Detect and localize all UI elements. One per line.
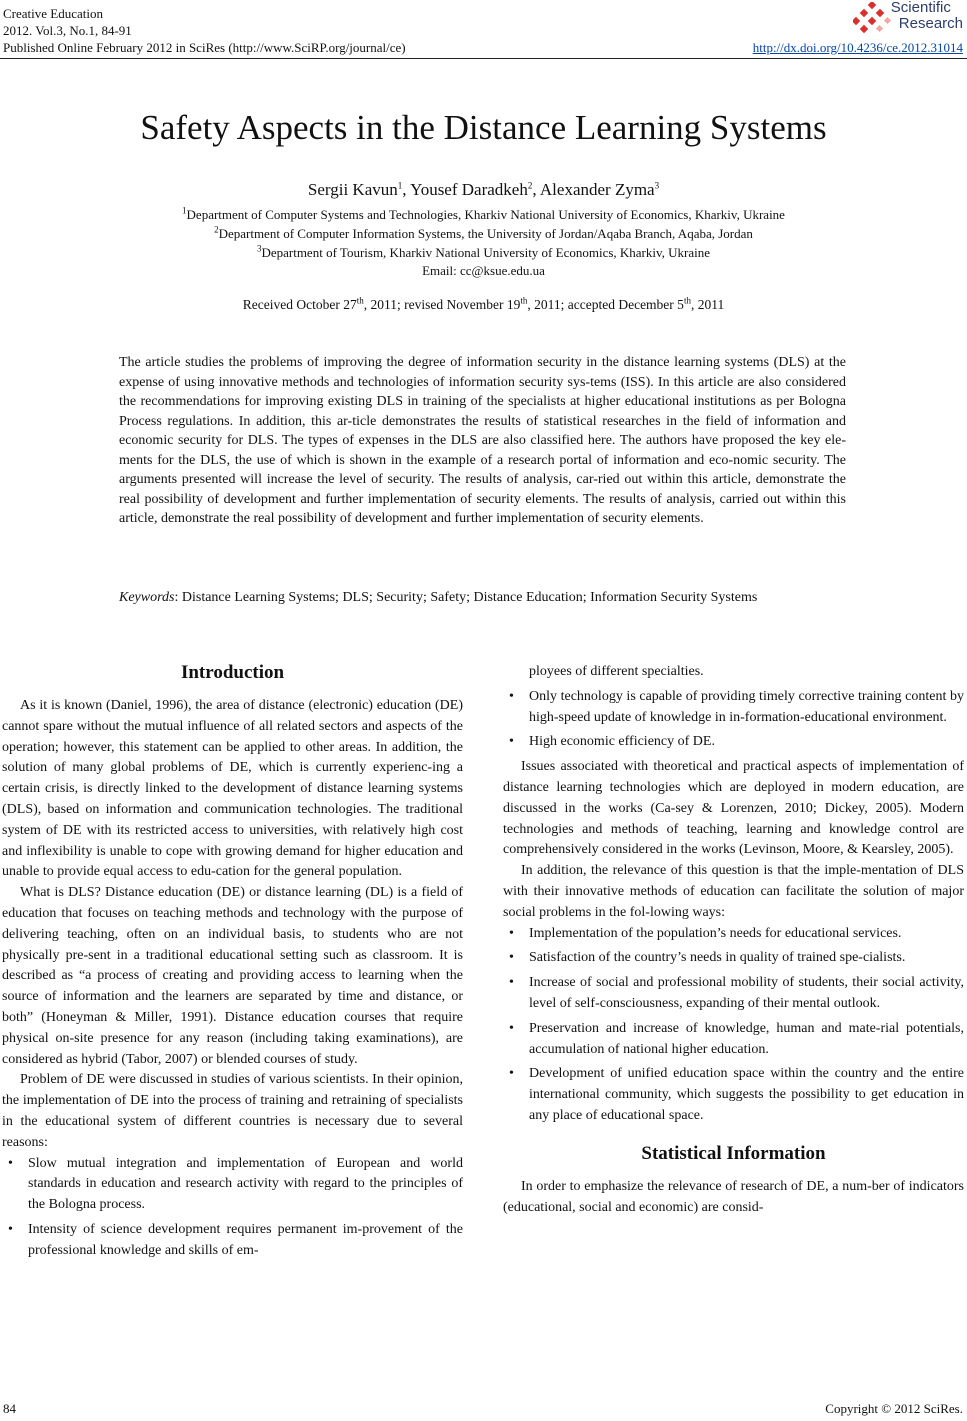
list-item: • Slow mutual integration and implementation of European and world standards in education and research activity with regard to the principles of the Bologna process.: [2, 1154, 463, 1216]
paper-title: Safety Aspects in the Distance Learning Systems: [140, 108, 827, 147]
scientific-research-logo: [853, 0, 963, 38]
list-item-continuation: ployees of different specialties.: [529, 664, 704, 679]
list-item: • Intensity of science development requires permanent im-provement of the professional knowledge and skills of em-: [2, 1220, 463, 1262]
author-name: , Alexander Zyma: [532, 180, 655, 199]
journal-volume: 2012. Vol.3, No.1, 84-91: [3, 23, 132, 38]
author-name: , Yousef Daradkeh: [402, 180, 528, 199]
paragraph: In addition, the relevance of this question is that the imple-mentation of DLS with their innovative methods of education can facilitate the solution of major social problems in the fol-lowing ways:: [503, 863, 964, 920]
header-rule: [0, 58, 967, 59]
author-email: Email: cc@ksue.edu.ua: [422, 263, 545, 278]
journal-name: Creative Education: [3, 6, 103, 21]
section-heading-statistical-information: Statistical Information: [641, 1142, 826, 1164]
logo-line-2: Research: [898, 15, 963, 32]
copyright-notice: Copyright © 2012 SciRes.: [825, 1401, 963, 1416]
affiliation: $^3$Department of Tourism, Kharkiv National University of Economics, Kharkiv, Ukraine: [256, 243, 711, 260]
bullet-list: [503, 687, 964, 753]
list-item: • Implementation of the population’s needs for educational services.: [503, 924, 964, 945]
author-affiliation-mark: 2: [527, 180, 533, 191]
logo-line-1: Scientific: [890, 0, 951, 16]
paragraph: Problem of DE were discussed in studies of various scientists. In their opinion, the implementation of DE into the process of training and retraining of specialists in the educational system of different countries is necessary due to several reasons:: [2, 1072, 463, 1150]
paragraph: What is DLS? Distance education (DE) or distance learning (DL) is a field of education that focuses on teaching methods and technology with the purpose of delivering teaching, often on an individual basis, to students who are not physically pre-sent in a traditional educational setting such as classroom. It is described as “a process of creating and providing access to learning when the source of information and the learners are separated by time and distance, or both” (Honeyman & Miller, 1991). Distance education courses that require physical on-site presence for any reason (including taking examinations), are considered as hybrid (Tabor, 2007) or blended courses of study.: [2, 885, 463, 1067]
keywords-label: Keywords: [119, 590, 175, 605]
keywords: [119, 588, 846, 608]
bullet-list: [503, 924, 964, 1127]
paragraph: Issues associated with theoretical and practical aspects of implementation of distance learning technologies which are deployed in modern education, are discussed in the works (Ca-sey & Lorenzen, 2010; Dickey, 2005). Modern technologies and methods of teaching, learning and knowledge control are comprehensively considered in the works (Levinson, Moore, & Kearsley, 2005).: [503, 759, 964, 858]
left-column: [2, 660, 463, 1266]
keywords-text: : Distance Learning Systems; DLS; Security; Safety; Distance Education; Information Security Systems: [174, 590, 758, 605]
publication-info: Published Online February 2012 in SciRes (http://www.SciRP.org/journal/ce): [3, 40, 406, 55]
abstract: The article studies the problems of improving the degree of information security in the distance learning systems (DLS) at the expense of using innovative methods and technologies of information security sys-tems (ISS). In this article are also considered the recommendations for improving existing DLS in training of the specialists at higher educational institutions as per Bologna Process regulations. In addition, this ar-ticle demonstrates the results of statistical researches in the field of information and economic security for DLS. The types of expenses in the DLS are also classified here. The authors have proposed the key ele-ments for the DLS, the use of which is shown in the example of a research portal of information and eco-nomic security. The arguments presented will increase the level of security. The results of analysis, car-ried out within this article, demonstrate the real possibility of development and further implementation of security elements. The results of analysis, carried out within this article, demonstrate the real possibility of development and further implementation of security elements.: [119, 355, 846, 526]
author-affiliation-mark: 1: [397, 180, 403, 191]
paragraph: In order to emphasize the relevance of research of DE, a num-ber of indicators (educational, social and economic) are consid-: [503, 1178, 964, 1215]
author-name: Sergii Kavun: [307, 180, 398, 199]
author-list: [0, 180, 967, 200]
list-item: • Only technology is capable of providing timely corrective training content by high-speed update of knowledge in in-formation-educational environment.: [503, 687, 964, 729]
section-heading-introduction: Introduction: [180, 662, 285, 683]
affiliation: $^2$Department of Computer Information Systems, the University of Jordan/Aqaba Branch, Aqaba, Jordan: [214, 224, 753, 241]
list-item: • Preservation and increase of knowledge, human and mate-rial potentials, accumulation of national higher education.: [503, 1019, 964, 1061]
paragraph: As it is known (Daniel, 1996), the area of distance (electronic) education (DE) cannot spare without the mutual influence of all related sectors and aspects of the operation; however, this statement can be applied to other areas. In addition, the solution of many global problems of DE, which is currently experienc-ing a certain crisis, is directly linked to the development of distance learning systems (DLS), based on information and communication technologies. The traditional system of DE with its restricted access to universities, with relatively high cost and inflexibility is unable to cope with growing demand for higher education and unable to provide equal access to edu-cation for the general population.: [2, 698, 463, 880]
page-number: 84: [3, 1401, 16, 1416]
logo-diamond-icon: [853, 2, 893, 36]
submission-dates: Received October 27th, 2011; revised November 19th, 2011; accepted December 5th, 2011: [242, 295, 725, 312]
list-item: • High economic efficiency of DE.: [503, 732, 964, 753]
journal-header: [3, 5, 406, 56]
list-item: • Development of unified education space within the country and the entire international community, which suggests the possibility to get education in any place of educational space.: [503, 1064, 964, 1126]
list-item: • Satisfaction of the country’s needs in quality of trained spe-cialists.: [503, 948, 964, 969]
author-affiliation-mark: 3: [654, 180, 660, 191]
doi-link[interactable]: http://dx.doi.org/10.4236/ce.2012.31014: [752, 40, 963, 55]
list-item: • Increase of social and professional mobility of students, their social activity, level of self-consciousness, expanding of their mental outlook.: [503, 973, 964, 1015]
bullet-list: [2, 1154, 463, 1262]
right-column: [503, 662, 964, 1218]
affiliation: $^1$Department of Computer Systems and Technologies, Kharkiv National University of Economics, Kharkiv, Ukraine: [182, 205, 785, 222]
